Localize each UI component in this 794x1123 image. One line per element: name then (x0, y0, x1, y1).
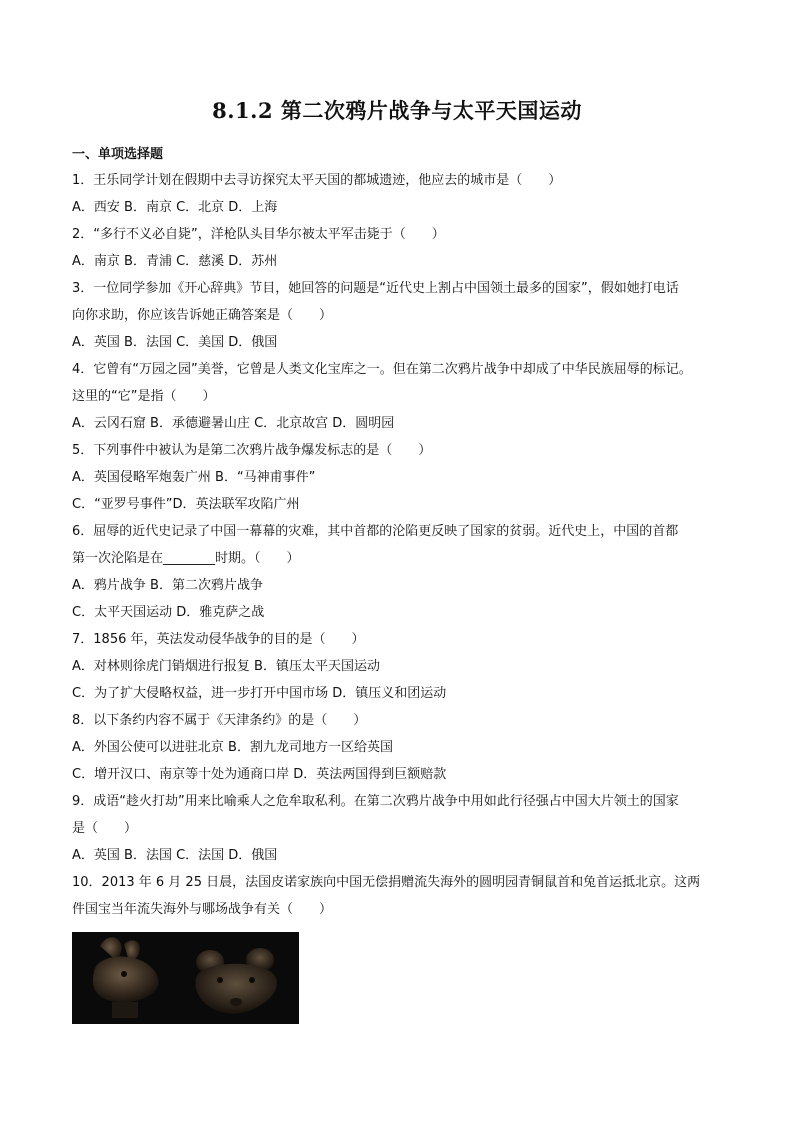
question-3-options: A．英国 B．法国 C．美国 D．俄国 (72, 335, 278, 350)
question-1-options: A．西安 B．南京 C．北京 D．上海 (72, 200, 278, 215)
question-1: 1．王乐同学计划在假期中去寻访探究太平天国的都城遗迹，他应去的城市是（ ） (72, 173, 562, 188)
question-7: 7．1856 年，英法发动侵华战争的目的是（ ） (72, 632, 365, 647)
question-9-options: A．英国 B．法国 C．法国 D．俄国 (72, 848, 278, 863)
question-6-options-cd: C．太平天国运动 D．雅克萨之战 (72, 605, 265, 620)
question-2: 2．“多行不义必自毙”，洋枪队头目华尔被太平军击毙于（ ） (72, 227, 445, 242)
question-6: 6．屈辱的近代史记录了中国一幕幕的灾难，其中首都的沦陷更反映了国家的贫弱。近代史上，中国的首都 (72, 524, 679, 539)
question-5: 5．下列事件中被认为是第二次鸦片战争爆发标志的是（ ） (72, 443, 432, 458)
question-4-cont: 这里的“它”是指（ ） (72, 389, 216, 404)
question-4-options: A．云冈石窟 B．承德避暑山庄 C．北京故宫 D．圆明园 (72, 416, 395, 431)
question-6-options-ab: A．鸦片战争 B．第二次鸦片战争 (72, 578, 263, 593)
section-heading: 一、单项选择题 (72, 147, 164, 162)
question-8-options-cd: C．增开汉口、南京等十处为通商口岸 D．英法两国得到巨额赔款 (72, 767, 447, 782)
page-title: 8.1.2 第二次鸦片战争与太平天国运动 (212, 98, 582, 123)
bronze-heads-photo (72, 932, 299, 1024)
question-6-cont: 第一次沦陷是在________时期。（ ） (72, 551, 300, 566)
question-10-cont: 件国宝当年流失海外与哪场战争有关（ ） (72, 902, 333, 917)
question-7-options-cd: C．为了扩大侵略权益，进一步打开中国市场 D．镇压义和团运动 (72, 686, 447, 701)
question-8: 8．以下条约内容不属于《天津条约》的是（ ） (72, 713, 367, 728)
question-9-cont: 是（ ） (72, 821, 138, 836)
question-10: 10．2013 年 6 月 25 日晨，法国皮诺家族向中国无偿捐赠流失海外的圆明园青铜鼠首和兔首运抵北京。这两 (72, 875, 701, 890)
question-2-options: A．南京 B．青浦 C．慈溪 D．苏州 (72, 254, 278, 269)
question-4: 4．它曾有“万园之园”美誉，它曾是人类文化宝库之一。但在第二次鸦片战争中却成了中华民族屈辱的标记。 (72, 362, 692, 377)
question-9: 9．成语“趁火打劫”用来比喻乘人之危牟取私利。在第二次鸦片战争中用如此行径强占中国大片领土的国家 (72, 794, 679, 809)
bronze-heads-illustration (72, 932, 299, 1024)
question-5-options-ab: A．英国侵略军炮轰广州 B．“马神甫事件” (72, 470, 316, 485)
question-3: 3．一位同学参加《开心辞典》节目，她回答的问题是“近代史上割占中国领土最多的国家”，假如她打电话 (72, 281, 679, 296)
question-8-options-ab: A．外国公使可以进驻北京 B．割九龙司地方一区给英国 (72, 740, 393, 755)
question-7-options-ab: A．对林则徐虎门销烟进行报复 B．镇压太平天国运动 (72, 659, 380, 674)
question-5-options-cd: C．“亚罗号事件”D．英法联军攻陷广州 (72, 497, 300, 512)
question-3-cont: 向你求助，你应该告诉她正确答案是（ ） (72, 308, 333, 323)
